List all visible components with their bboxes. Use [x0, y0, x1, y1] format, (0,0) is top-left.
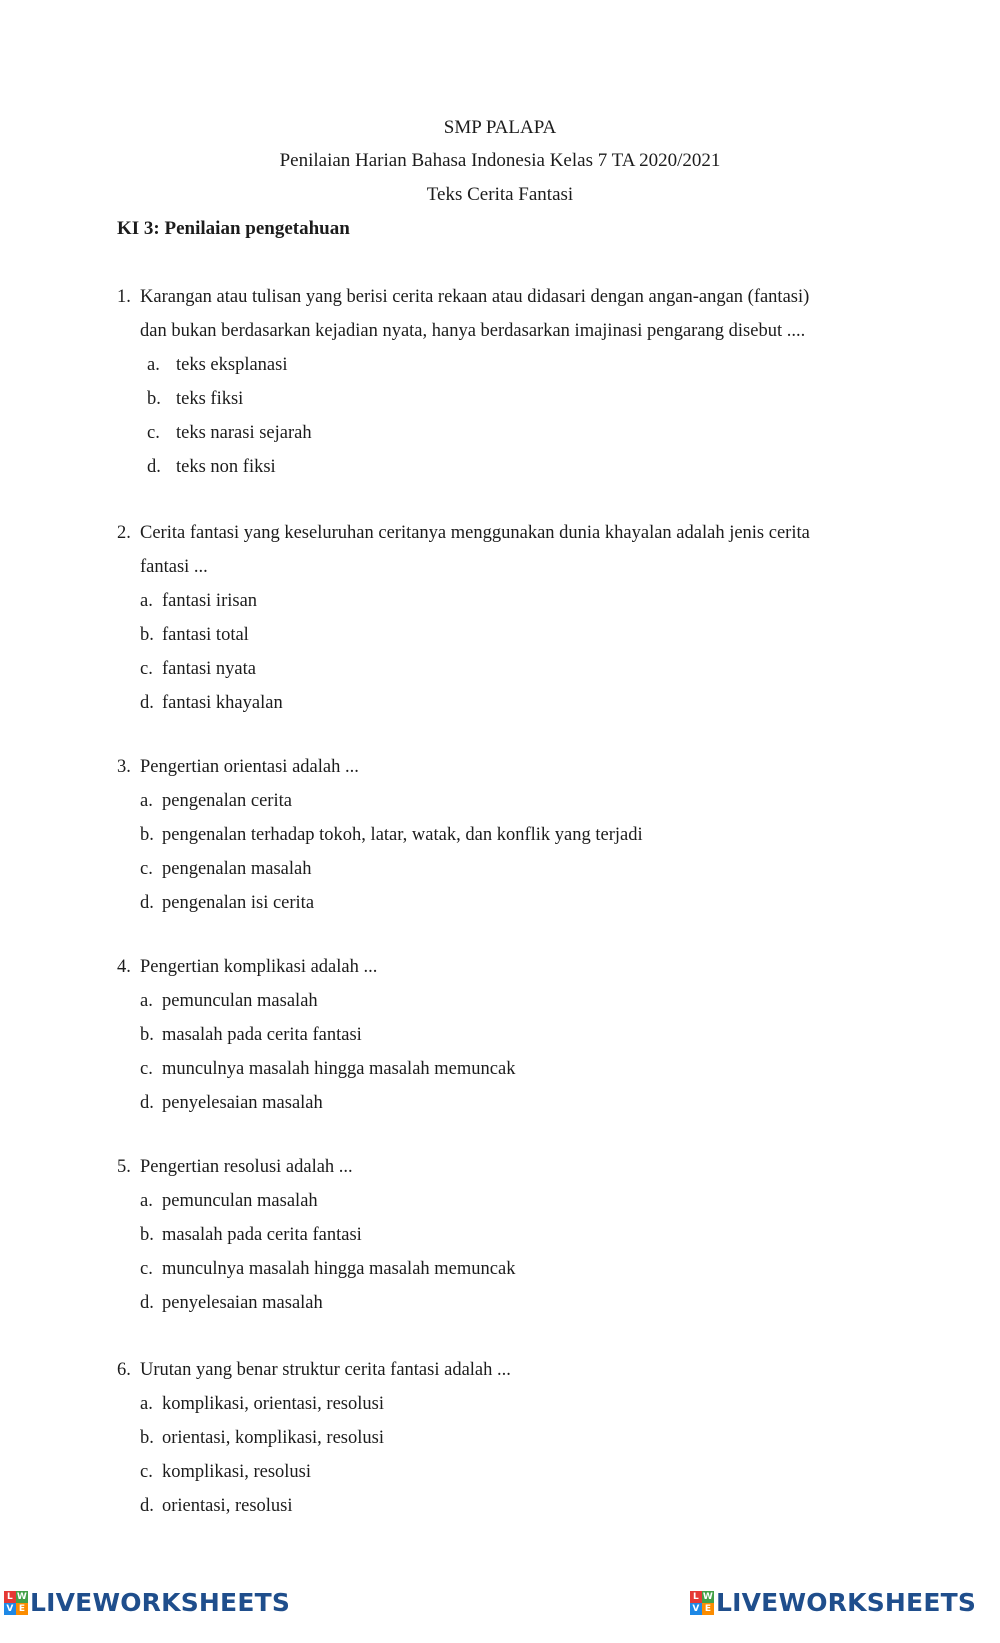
answer-option-b[interactable] [117, 618, 857, 652]
question-text: Cerita fantasi yang keseluruhan ceritanya menggunakan dunia khayalan adalah jenis cerita [140, 523, 810, 543]
answer-option-a[interactable] [117, 1387, 857, 1421]
option-text: fantasi khayalan [162, 693, 283, 713]
question-number: 4. [117, 957, 131, 977]
option-text: fantasi nyata [162, 659, 256, 679]
question-number: 5. [117, 1157, 131, 1177]
option-text: orientasi, komplikasi, resolusi [162, 1428, 384, 1448]
answer-option-b[interactable] [117, 1218, 857, 1252]
option-text: teks non fiksi [176, 457, 276, 477]
option-letter: d. [140, 1293, 154, 1313]
question-number: 1. [117, 287, 131, 307]
liveworksheets-logo-right [690, 1588, 976, 1617]
option-text: fantasi total [162, 625, 249, 645]
option-text: teks narasi sejarah [176, 423, 312, 443]
question-number: 2. [117, 523, 131, 543]
option-text: masalah pada cerita fantasi [162, 1025, 362, 1045]
option-text: fantasi irisan [162, 591, 258, 611]
option-text: teks eksplanasi [176, 355, 288, 375]
answer-option-c[interactable] [117, 1052, 857, 1086]
question-text: Urutan yang benar struktur cerita fantasi adalah ... [140, 1360, 511, 1380]
question-number: 3. [117, 757, 131, 777]
brand-text: LIVEWORKSHEETS [30, 1588, 291, 1617]
answer-option-a[interactable] [117, 348, 857, 382]
answer-option-d[interactable] [117, 686, 857, 720]
option-letter: a. [140, 1191, 153, 1211]
answer-option-d[interactable] [117, 1286, 857, 1320]
option-text: orientasi, resolusi [162, 1496, 293, 1516]
liveworksheets-logo-left [4, 1588, 290, 1617]
option-letter: c. [140, 859, 153, 879]
answer-option-a[interactable] [117, 584, 857, 618]
option-text: teks fiksi [176, 389, 244, 409]
question-2 [117, 516, 857, 720]
answer-option-a[interactable] [117, 984, 857, 1018]
option-text: pengenalan masalah [162, 859, 312, 879]
option-text: pengenalan terhadap tokoh, latar, watak, dan konflik yang terjadi [162, 825, 643, 845]
option-letter: b. [140, 625, 154, 645]
question-text: Pengertian komplikasi adalah ... [140, 957, 378, 977]
answer-option-c[interactable] [117, 1455, 857, 1489]
option-letter: c. [140, 1259, 153, 1279]
answer-option-c[interactable] [117, 416, 857, 450]
option-text: komplikasi, resolusi [162, 1462, 312, 1482]
option-text: pemunculan masalah [162, 1191, 318, 1211]
question-5 [117, 1150, 857, 1320]
option-letter: a. [140, 591, 153, 611]
liveworksheets-icon: L W V E [4, 1591, 28, 1615]
answer-option-c[interactable] [117, 652, 857, 686]
option-text: pemunculan masalah [162, 991, 318, 1011]
school-name: SMP PALAPA [443, 117, 557, 138]
question-4 [117, 950, 857, 1120]
question-text: dan bukan berdasarkan kejadian nyata, hanya berdasarkan imajinasi pengarang disebut .... [140, 321, 806, 341]
option-letter: c. [140, 659, 153, 679]
answer-option-a[interactable] [117, 1184, 857, 1218]
option-letter: b. [140, 825, 154, 845]
option-letter: b. [147, 389, 161, 409]
question-text: Pengertian resolusi adalah ... [140, 1157, 353, 1177]
exam-title: Penilaian Harian Bahasa Indonesia Kelas 7 TA 2020/2021 [279, 150, 721, 171]
answer-option-d[interactable] [117, 1489, 857, 1523]
section-heading: KI 3: Penilaian pengetahuan [117, 218, 350, 239]
question-1 [117, 280, 857, 484]
question-number: 6. [117, 1360, 131, 1380]
option-letter: d. [147, 457, 161, 477]
answer-option-d[interactable] [117, 886, 857, 920]
option-letter: c. [140, 1462, 153, 1482]
option-letter: d. [140, 1093, 154, 1113]
option-letter: b. [140, 1225, 154, 1245]
answer-option-b[interactable] [117, 1421, 857, 1455]
question-text: Pengertian orientasi adalah ... [140, 757, 359, 777]
answer-option-a[interactable] [117, 784, 857, 818]
option-text: pengenalan cerita [162, 791, 292, 811]
liveworksheets-icon: L W V E [690, 1591, 714, 1615]
option-letter: d. [140, 693, 154, 713]
option-text: penyelesaian masalah [162, 1293, 323, 1313]
option-text: pengenalan isi cerita [162, 893, 315, 913]
answer-option-b[interactable] [117, 818, 857, 852]
option-letter: d. [140, 1496, 154, 1516]
option-letter: b. [140, 1428, 154, 1448]
question-text: Karangan atau tulisan yang berisi cerita rekaan atau didasari dengan angan-angan (fantasi) [140, 287, 810, 307]
brand-text: LIVEWORKSHEETS [716, 1588, 977, 1617]
option-letter: b. [140, 1025, 154, 1045]
option-text: munculnya masalah hingga masalah memuncak [162, 1259, 516, 1279]
option-text: munculnya masalah hingga masalah memuncak [162, 1059, 516, 1079]
answer-option-b[interactable] [117, 1018, 857, 1052]
answer-option-b[interactable] [117, 382, 857, 416]
question-3 [117, 750, 857, 920]
option-letter: c. [140, 1059, 153, 1079]
question-6 [117, 1353, 857, 1523]
option-letter: a. [140, 791, 153, 811]
option-letter: a. [140, 991, 153, 1011]
answer-option-d[interactable] [117, 450, 857, 484]
answer-option-d[interactable] [117, 1086, 857, 1120]
option-letter: c. [147, 423, 160, 443]
question-text: fantasi ... [140, 557, 208, 577]
topic-title: Teks Cerita Fantasi [426, 184, 574, 205]
option-text: komplikasi, orientasi, resolusi [162, 1394, 384, 1414]
option-letter: a. [140, 1394, 153, 1414]
answer-option-c[interactable] [117, 852, 857, 886]
option-text: penyelesaian masalah [162, 1093, 323, 1113]
option-letter: d. [140, 893, 154, 913]
answer-option-c[interactable] [117, 1252, 857, 1286]
option-text: masalah pada cerita fantasi [162, 1225, 362, 1245]
option-letter: a. [147, 355, 160, 375]
